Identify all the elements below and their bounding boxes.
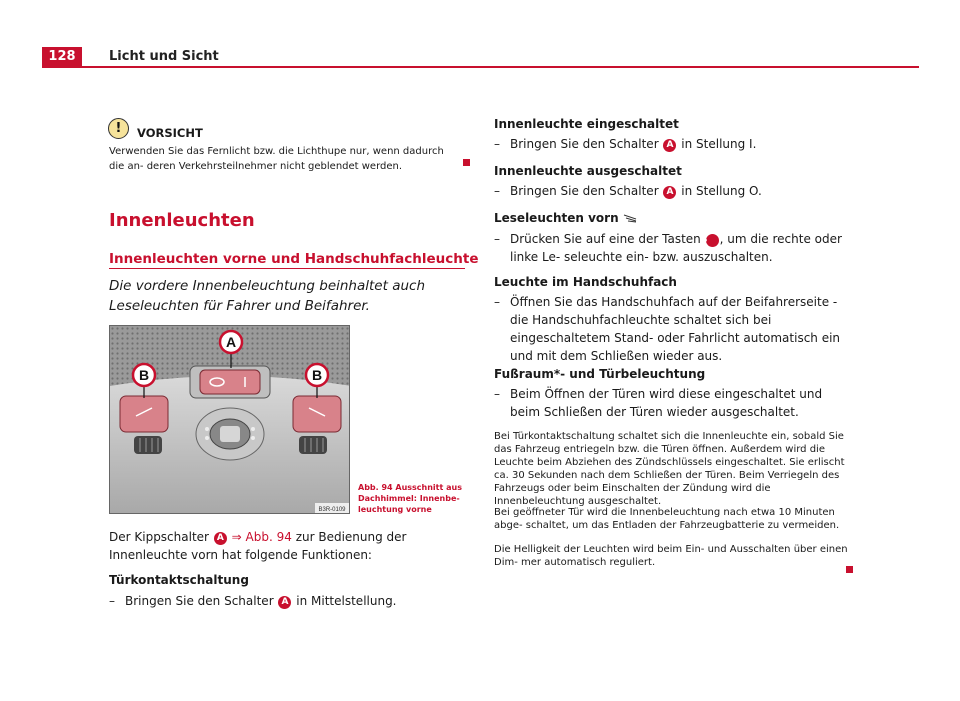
heading-ausgeschaltet: Innenleuchte ausgeschaltet bbox=[494, 164, 682, 178]
list-item: – Beim Öffnen der Türen wird diese eingeschaltet und beim Schließen der Türen wieder ausgeschaltet. bbox=[494, 387, 823, 419]
marker-a: A bbox=[278, 596, 291, 609]
figure-label-b-right: B bbox=[311, 367, 323, 383]
figure-label-a: A bbox=[225, 334, 237, 350]
warning-title: VORSICHT bbox=[137, 126, 203, 140]
figure-link[interactable]: ⇒ Abb. 94 bbox=[231, 530, 292, 544]
heading-eingeschaltet: Innenleuchte eingeschaltet bbox=[494, 117, 679, 131]
running-title: Licht und Sicht bbox=[109, 49, 219, 64]
end-mark-icon bbox=[846, 566, 853, 573]
heading-tuerkontakt: Türkontaktschaltung bbox=[109, 573, 249, 587]
header-rule bbox=[42, 66, 919, 68]
heading-leseleuchten bbox=[494, 211, 637, 225]
intro-text-2: zur Bedienung der Innenleuchte vorn hat folgende Funktionen: bbox=[109, 530, 407, 562]
list-text: Drücken Sie auf eine der Tasten bbox=[510, 232, 701, 246]
heading-fussraum: Fußraum*- und Türbeleuchtung bbox=[494, 367, 706, 381]
roof-console-illustration bbox=[110, 326, 350, 514]
list-text: Bringen Sie den Schalter bbox=[510, 137, 659, 151]
list-text: Bringen Sie den Schalter bbox=[125, 594, 274, 608]
list-item: – Bringen Sie den Schalter A in Stellung O. bbox=[494, 184, 762, 198]
figure-roof-console bbox=[109, 325, 350, 514]
page-number: 128 bbox=[42, 47, 82, 67]
marker-b: B bbox=[706, 234, 719, 247]
paragraph-abschaltung: Bei geöffneter Tür wird die Innenbeleuchtung nach etwa 10 Minuten abge- schaltet, um das Entladen der Fahrzeugbatterie zu vermeiden. bbox=[494, 507, 840, 531]
figure-code: B3R-0109 bbox=[318, 507, 346, 513]
list-text: Beim Öffnen der Türen wird diese eingeschaltet und beim Schließen der Türen wieder ausgeschaltet. bbox=[510, 387, 823, 419]
paragraph-dimmer: Die Helligkeit der Leuchten wird beim Ein- und Ausschalten über einen Dim- mer automatisch reguliert. bbox=[494, 544, 848, 568]
figure-label-b-left: B bbox=[138, 367, 150, 383]
list-text: Öffnen Sie das Handschuhfach auf der Beifahrerseite - die Handschuhfachleuchte schaltet sich bei eingeschaltetem Stand- oder Fahrlicht automatisch ein und mit dem Schließen wieder aus. bbox=[510, 295, 841, 363]
subsection-title: Innenleuchten vorne und Handschuhfachleuchte bbox=[109, 251, 479, 267]
list-text: Bringen Sie den Schalter bbox=[510, 184, 659, 198]
intro-text-1: Der Kippschalter bbox=[109, 530, 209, 544]
list-item: – Drücken Sie auf eine der Tasten B , um die rechte oder linke Le- seleuchte ein- bzw. auszuschalten. bbox=[494, 232, 842, 264]
marker-a: A bbox=[663, 139, 676, 152]
figure-caption: Abb. 94 Ausschnitt aus Dachhimmel: Innenbe- leuchtung vorne bbox=[358, 483, 462, 514]
marker-a: A bbox=[663, 186, 676, 199]
section-title: Innenleuchten bbox=[109, 210, 255, 231]
warning-text: Verwenden Sie das Fernlicht bzw. die Lichthupe nur, wenn dadurch die an- deren Verkehrsteilnehmer nicht geblendet werden. bbox=[109, 146, 444, 172]
paragraph-tuerkontakt: Bei Türkontaktschaltung schaltet sich die Innenleuchte ein, sobald Sie das Fahrzeug entriegeln bzw. die Türen öffnen. Außerdem wird die Leuchte beim Abziehen des Zündschlüssels eingeschaltet. Sie erlischt ca. 30 Sekunden nach dem Schließen der Türen. Beim Verriegeln des Fahrzeugs oder beim Einschalten der Zündung wird die Innenbeleuchtung ausgeschaltet. bbox=[494, 431, 845, 507]
heading-handschuhfach: Leuchte im Handschuhfach bbox=[494, 275, 677, 289]
subsection-rule bbox=[109, 268, 465, 269]
list-item: – Öffnen Sie das Handschuhfach auf der Beifahrerseite - die Handschuhfachleuchte schaltet sich bei eingeschaltetem Stand- oder Fahrlicht automatisch ein und mit dem Schließen wieder aus. bbox=[494, 295, 841, 363]
lead-text: Die vordere Innenbeleuchtung beinhaltet auch Leseleuchten für Fahrer und Beifahrer. bbox=[109, 278, 426, 314]
car-symbol-icon bbox=[623, 213, 637, 223]
marker-a: A bbox=[214, 532, 227, 545]
intro-paragraph bbox=[109, 528, 469, 564]
list-text: , um die rechte oder linke Le- seleuchte ein- bzw. auszuschalten. bbox=[510, 232, 842, 264]
list-item: – Bringen Sie den Schalter A in Mittelstellung. bbox=[109, 594, 397, 608]
list-item: – Bringen Sie den Schalter A in Stellung I. bbox=[494, 137, 757, 151]
list-text: in Stellung I. bbox=[681, 137, 757, 151]
list-text: in Mittelstellung. bbox=[296, 594, 397, 608]
list-text: in Stellung O. bbox=[681, 184, 762, 198]
end-mark-icon bbox=[463, 159, 470, 166]
heading-leseleuchten-text: Leseleuchten vorn bbox=[494, 211, 619, 225]
warning-icon: ! bbox=[108, 118, 129, 139]
